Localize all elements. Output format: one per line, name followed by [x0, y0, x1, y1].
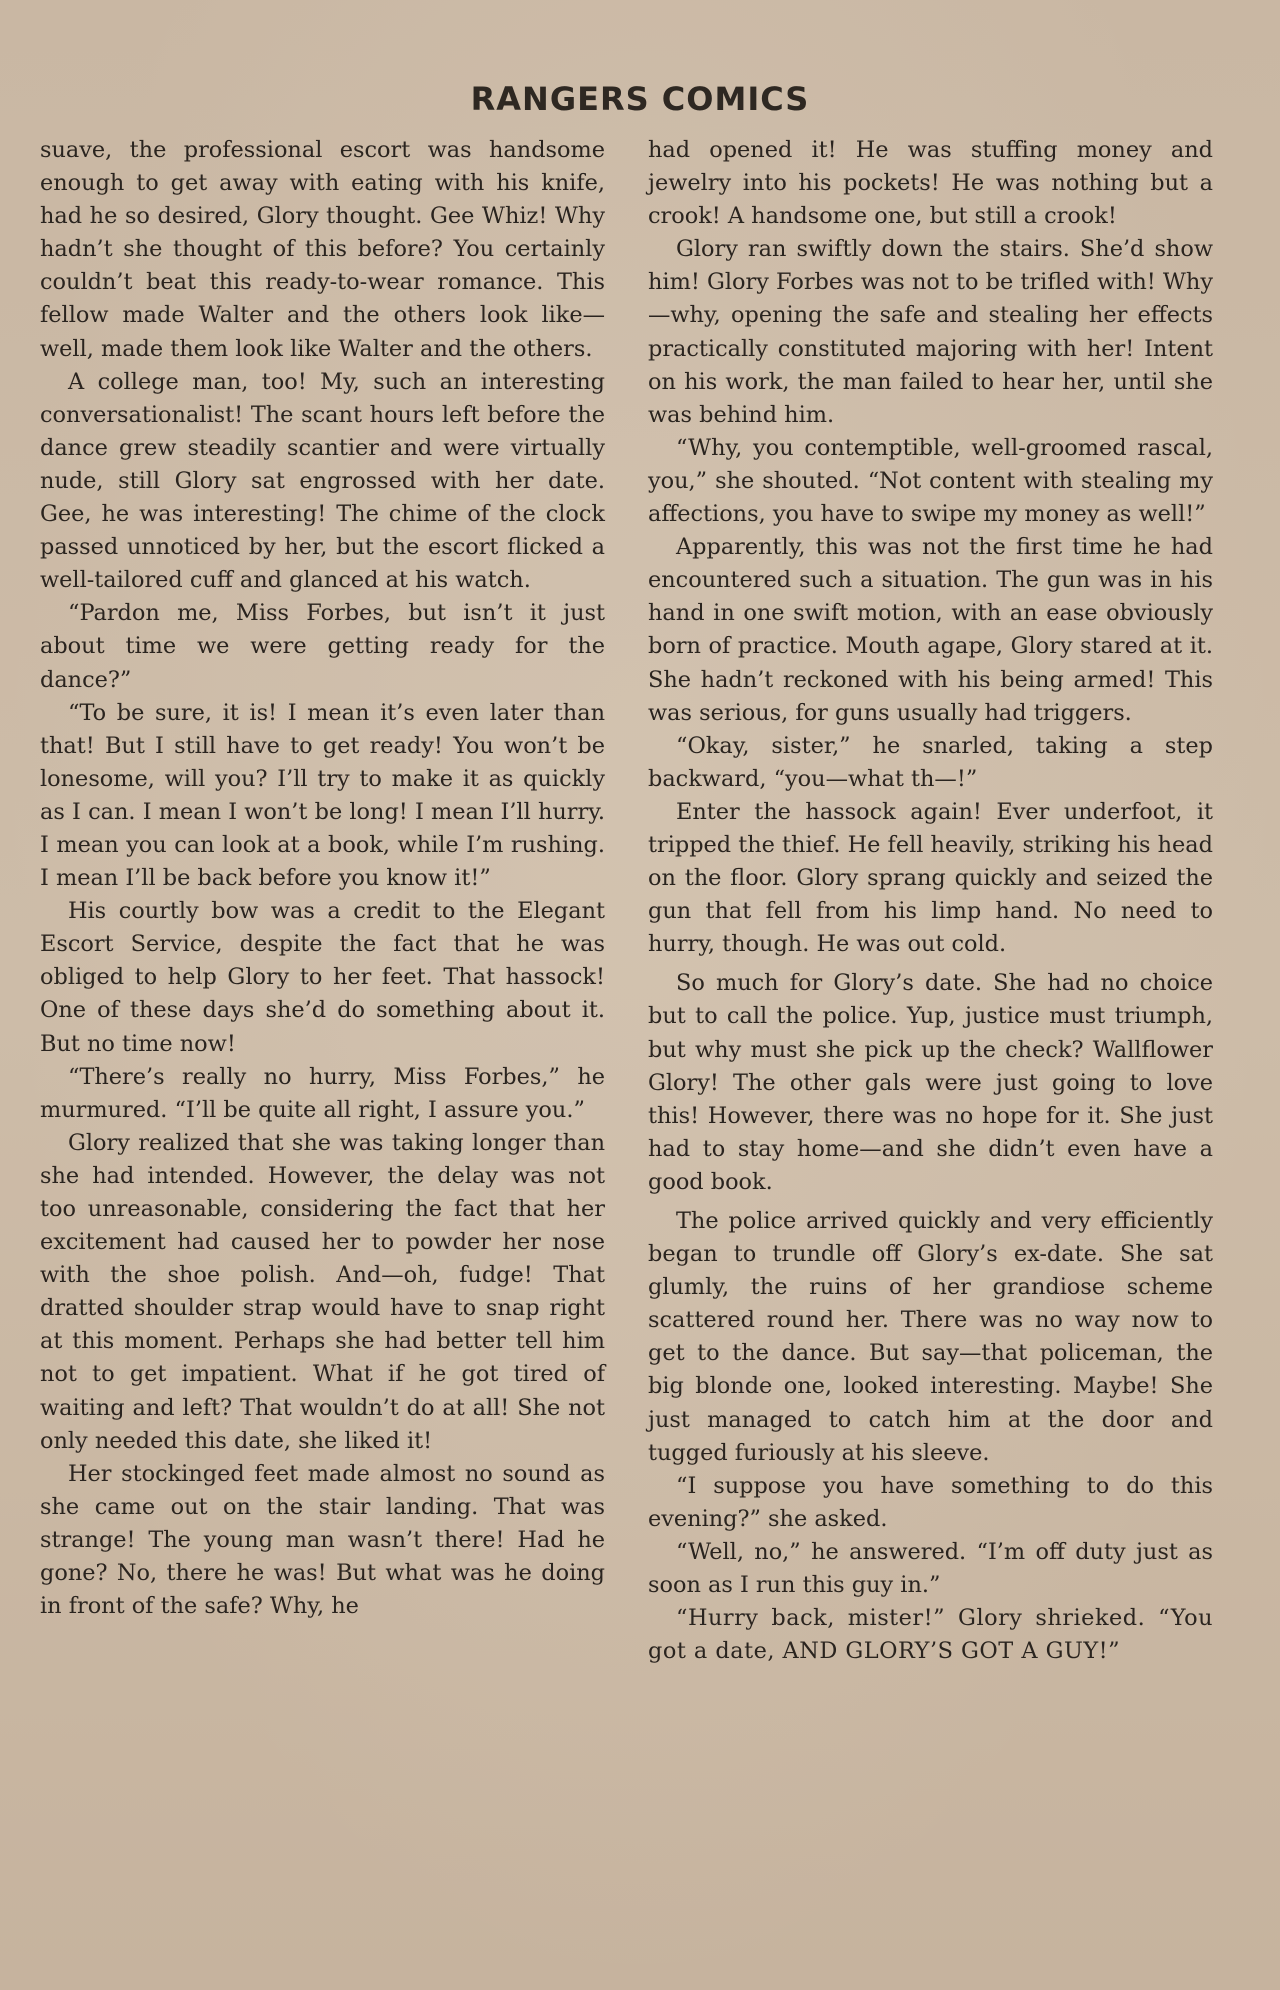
- story-paragraph-final: “Hurry back, mister!” Glory shrieked. “You got a date, AND GLORY’S GOT A GUY!”: [648, 1605, 1213, 1665]
- story-paragraph: Glory realized that she was taking longer than she had intended. However, the delay was not too unreasonable, considering the fact that her excitement had caused her to powder her nose with the shoe polish. And—oh, fudge! That dratted shoulder strap would have to snap right at this moment. Perhaps she had better tell him not to get impatient. What if he got tired of waiting and left? That wouldn’t do at all! She not only needed this date, she liked it!: [40, 1129, 605, 1454]
- story-paragraph: Apparently, this was not the first time he had encountered such a situation. The gun was in his hand in one swift motion, with an ease obviously born of practice. Mouth agape, Glory stared at it. She hadn’t reckoned with his being armed! This was serious, for guns usually had triggers.: [648, 534, 1213, 726]
- story-paragraph: had opened it! He was stuffing money and jewelry into his pockets! He was nothing but a crook! A handsome one, but still a crook!: [648, 137, 1213, 230]
- page-header: RANGERS COMICS: [470, 80, 810, 118]
- story-paragraph: suave, the professional escort was handsome enough to get away with eating with his knife, had he so desired, Glory thought. Gee Whiz! Why hadn’t she thought of this before? You certainly couldn’t beat this ready-to-wear romance. This fellow made Walter and the others look like—well, made them look like Walter and the others.: [40, 137, 605, 362]
- story-paragraph: “Well, no,” he answered. “I’m off duty just as soon as I run this guy in.”: [648, 1538, 1213, 1599]
- story-paragraph: “Why, you contemptible, well-groomed rascal, you,” she shouted. “Not content with stealing my affections, you have to swipe my money as well!”: [648, 434, 1213, 528]
- story-paragraph: His courtly bow was a credit to the Elegant Escort Service, despite the fact that he was obliged to help Glory to her feet. That hassock! One of these days she’d do something about it. But no time now!: [40, 898, 605, 1057]
- story-paragraph: The police arrived quickly and very efficiently began to trundle off Glory’s ex-date. She sat glumly, the ruins of her grandiose scheme scattered round her. There was no way now to get to the dance. But say—that policeman, the big blonde one, looked interesting. Maybe! She just managed to catch him at the door and tugged furiously at his sleeve.: [648, 1208, 1213, 1466]
- story-paragraph: A college man, too! My, such an interesting conversationalist! The scant hours left before the dance grew steadily scantier and were virtually nude, still Glory sat engrossed with her date. Gee, he was interesting! The chime of the clock passed unnoticed by her, but the escort flicked a well-tailored cuff and glanced at his watch.: [40, 368, 605, 594]
- left-text-column: [40, 134, 605, 1623]
- story-paragraph: Enter the hassock again! Ever underfoot, it tripped the thief. He fell heavily, striking his head on the floor. Glory sprang quickly and seized the gun that fell from his limp hand. No need to hurry, though. He was out cold.: [648, 798, 1213, 958]
- story-paragraph: So much for Glory’s date. She had no choice but to call the police. Yup, justice must triumph, but why must she pick up the check? Wallflower Glory! The other gals were just going to love this! However, there was no hope for it. She just had to stay home—and she didn’t even have a good book.: [648, 970, 1213, 1195]
- story-paragraph: “There’s really no hurry, Miss Forbes,” he murmured. “I’ll be quite all right, I assure you.”: [40, 1063, 605, 1123]
- story-paragraph: “I suppose you have something to do this evening?” she asked.: [648, 1472, 1213, 1532]
- story-paragraph: “Pardon me, Miss Forbes, but isn’t it just about time we were getting ready for the dance?”: [40, 600, 605, 693]
- story-paragraph: Glory ran swiftly down the stairs. She’d show him! Glory Forbes was not to be trifled with! Why—why, opening the safe and stealing her effects practically constituted majoring with her! Intent on his work, the man failed to hear her, until she was behind him.: [648, 236, 1213, 428]
- story-paragraph: “Okay, sister,” he snarled, taking a step backward, “you—what th—!”: [648, 732, 1213, 792]
- right-text-column: [648, 134, 1213, 1668]
- story-paragraph: “To be sure, it is! I mean it’s even later than that! But I still have to get ready! You won’t be lonesome, will you? I’ll try to make it as quickly as I can. I mean I won’t be long! I mean I’ll hurry. I mean you can look at a book, while I’m rushing. I mean I’ll be back before you know it!”: [40, 699, 605, 892]
- story-paragraph: Her stockinged feet made almost no sound as she came out on the stair landing. That was strange! The young man wasn’t there! Had he gone? No, there he was! But what was he doing in front of the safe? Why, he: [40, 1460, 605, 1620]
